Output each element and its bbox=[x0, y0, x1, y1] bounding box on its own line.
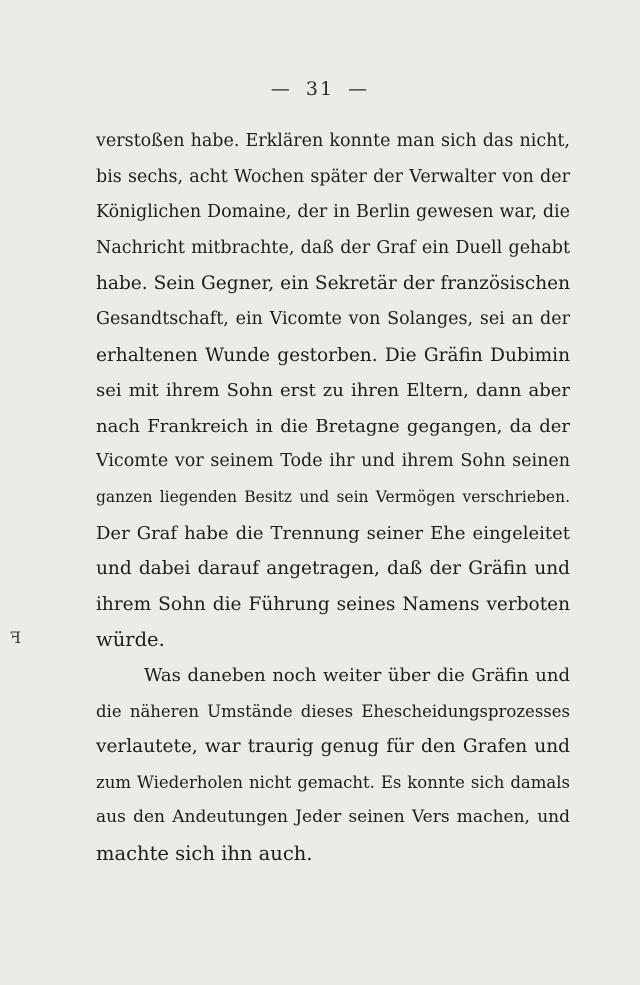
page-header bbox=[0, 78, 640, 100]
text-line: Königlichen Domaine, der in Berlin gewesen war, die bbox=[96, 202, 570, 223]
margin-annotation: ꟻ bbox=[10, 628, 22, 647]
header-dash-right: — bbox=[348, 78, 370, 100]
page-number: 31 bbox=[305, 78, 335, 100]
text-line: verlautete, war traurig genug für den Grafen und bbox=[96, 736, 570, 758]
text-line: die näheren Umstände dieses Ehescheidungsprozesses bbox=[96, 701, 570, 721]
text-line: erhaltenen Wunde gestorben. Die Gräfin Dubimin bbox=[96, 344, 570, 366]
text-line: aus den Andeutungen Jeder seinen Vers machen, und bbox=[96, 807, 570, 828]
text-line: ihrem Sohn die Führung seines Namens verboten bbox=[96, 593, 570, 615]
text-line: bis sechs, acht Wochen später der Verwalter von der bbox=[96, 166, 570, 187]
text-line: Vicomte vor seinem Tode ihr und ihrem Sohn seinen bbox=[96, 451, 570, 472]
text-line-paragraph-end: würde. bbox=[96, 628, 165, 652]
text-line: Nachricht mitbrachte, daß der Graf ein Duell gehabt bbox=[96, 237, 570, 258]
text-line: ganzen liegenden Besitz und sein Vermögen verschrieben. bbox=[96, 487, 570, 506]
text-line-paragraph-end: machte sich ihn auch. bbox=[96, 841, 313, 865]
body-text bbox=[96, 124, 570, 871]
text-line: Der Graf habe die Trennung seiner Ehe eingeleitet bbox=[96, 522, 570, 544]
text-line: habe. Sein Gegner, ein Sekretär der französischen bbox=[96, 273, 570, 295]
text-line: Gesandtschaft, ein Vicomte von Solanges, sei an der bbox=[96, 308, 570, 329]
text-line: verstoßen habe. Erklären konnte man sich das nicht, bbox=[96, 131, 570, 151]
text-line: und dabei darauf angetragen, daß der Gräfin und bbox=[96, 558, 570, 580]
text-line: zum Wiederholen nicht gemacht. Es konnte sich damals bbox=[96, 772, 570, 792]
text-line: nach Frankreich in die Bretagne gegangen, da der bbox=[96, 415, 570, 437]
text-line: sei mit ihrem Sohn erst zu ihren Eltern, dann aber bbox=[96, 380, 570, 402]
header-dash-left: — bbox=[270, 78, 292, 100]
text-line-paragraph-start: Was daneben noch weiter über die Gräfin und bbox=[144, 664, 570, 686]
